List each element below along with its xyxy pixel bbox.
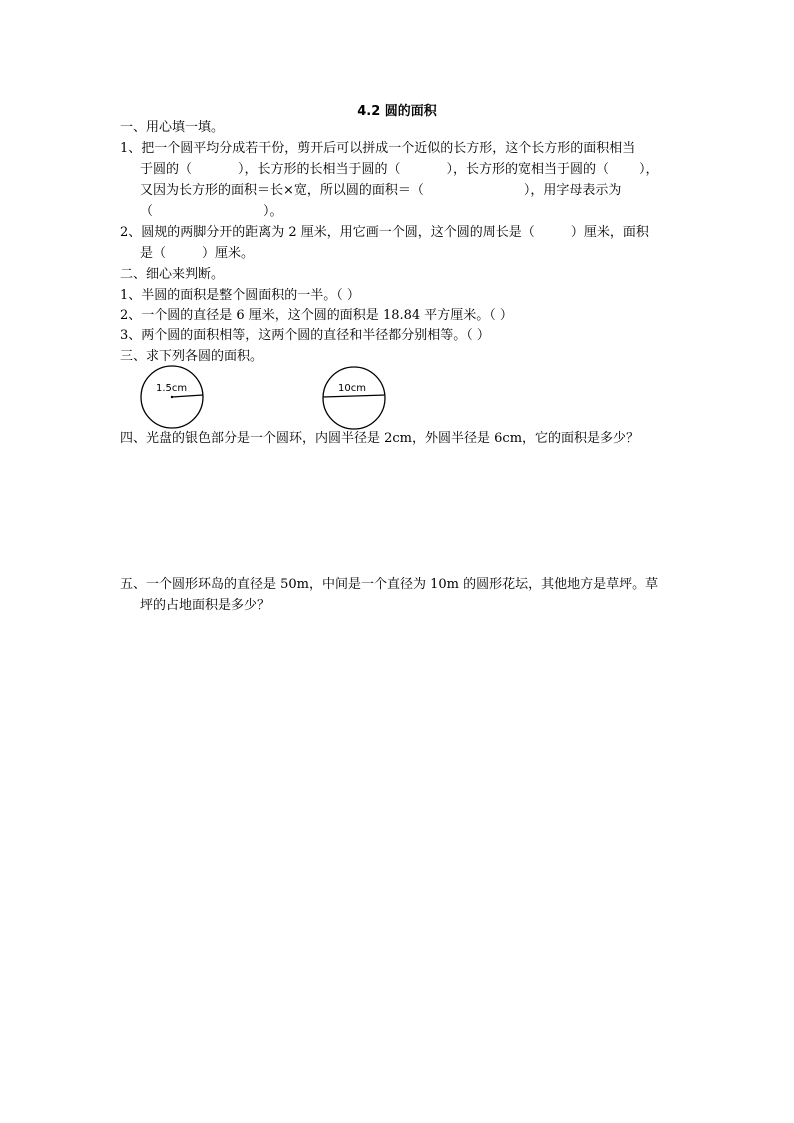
page-title: 4.2 圆的面积 [357,104,437,119]
section3-heading: 三、求下列各圆的面积。 [120,349,264,364]
q1-text-g: （ [140,204,154,219]
circles-figure [135,364,435,434]
section1-q1-line3 [140,182,621,200]
diameter-line [323,395,385,397]
q2-text-d: ）厘米。 [202,246,255,261]
section2-heading: 二、细心来判断。 [120,267,225,282]
center-dot [171,396,173,398]
q1-text-e: 又因为长方形的面积＝长×宽，所以圆的面积＝（ [140,183,424,198]
circle1-label: 1.5cm [156,383,188,394]
section2-q2: 2、一个圆的直径是 6 厘米，这个圆的面积是 18.84 平方厘米。（ ） [120,308,513,323]
circle-figure-2 [323,367,385,429]
section5-line2: 坪的占地面积是多少？ [140,598,271,613]
q1-text-b: ），长方形的长相当于圆的（ [238,162,401,177]
section2-q1: 1、半圆的面积是整个圆面积的一半。（ ） [120,288,360,303]
q1-text-h: ）。 [263,204,283,219]
q1-text-f: ），用字母表示为 [523,183,622,198]
section2-q3: 3、两个圆的面积相等，这两个圆的直径和半径都分别相等。（ ） [120,328,490,343]
q2-text-b: ）厘米，面积 [570,225,649,240]
section1-q2-line2 [140,245,254,263]
section4-question: 四、光盘的银色部分是一个圆环，内圆半径是 2cm，外圆半径是 6cm，它的面积是多少？ [120,431,640,446]
circle-outline [323,367,385,429]
section1-heading: 一、用心填一填。 [120,120,225,135]
q2-text-c: 是（ [140,246,167,261]
radius-line [172,395,203,397]
q2-text-a: 2、圆规的两脚分开的距离为 2 厘米，用它画一个圆，这个圆的周长是（ [120,225,535,240]
q1-text-a: 于圆的（ [140,162,193,177]
circle-figure-1 [141,366,203,428]
section1-q1-line2 [140,161,659,179]
q1-text-d: ）， [639,162,659,177]
section1-q1-line4 [140,203,283,221]
circle2-label: 10cm [338,383,366,394]
section1-q2-line1 [120,224,649,242]
section1-q1-line1: 1、把一个圆平均分成若干份，剪开后可以拼成一个近似的长方形，这个长方形的面积相当 [120,141,636,156]
q1-text-c: ），长方形的宽相当于圆的（ [446,162,610,177]
section5-line1: 五、一个圆形环岛的直径是 50m，中间是一个直径为 10m 的圆形花坛，其他地方是草坪。草 [120,577,659,592]
